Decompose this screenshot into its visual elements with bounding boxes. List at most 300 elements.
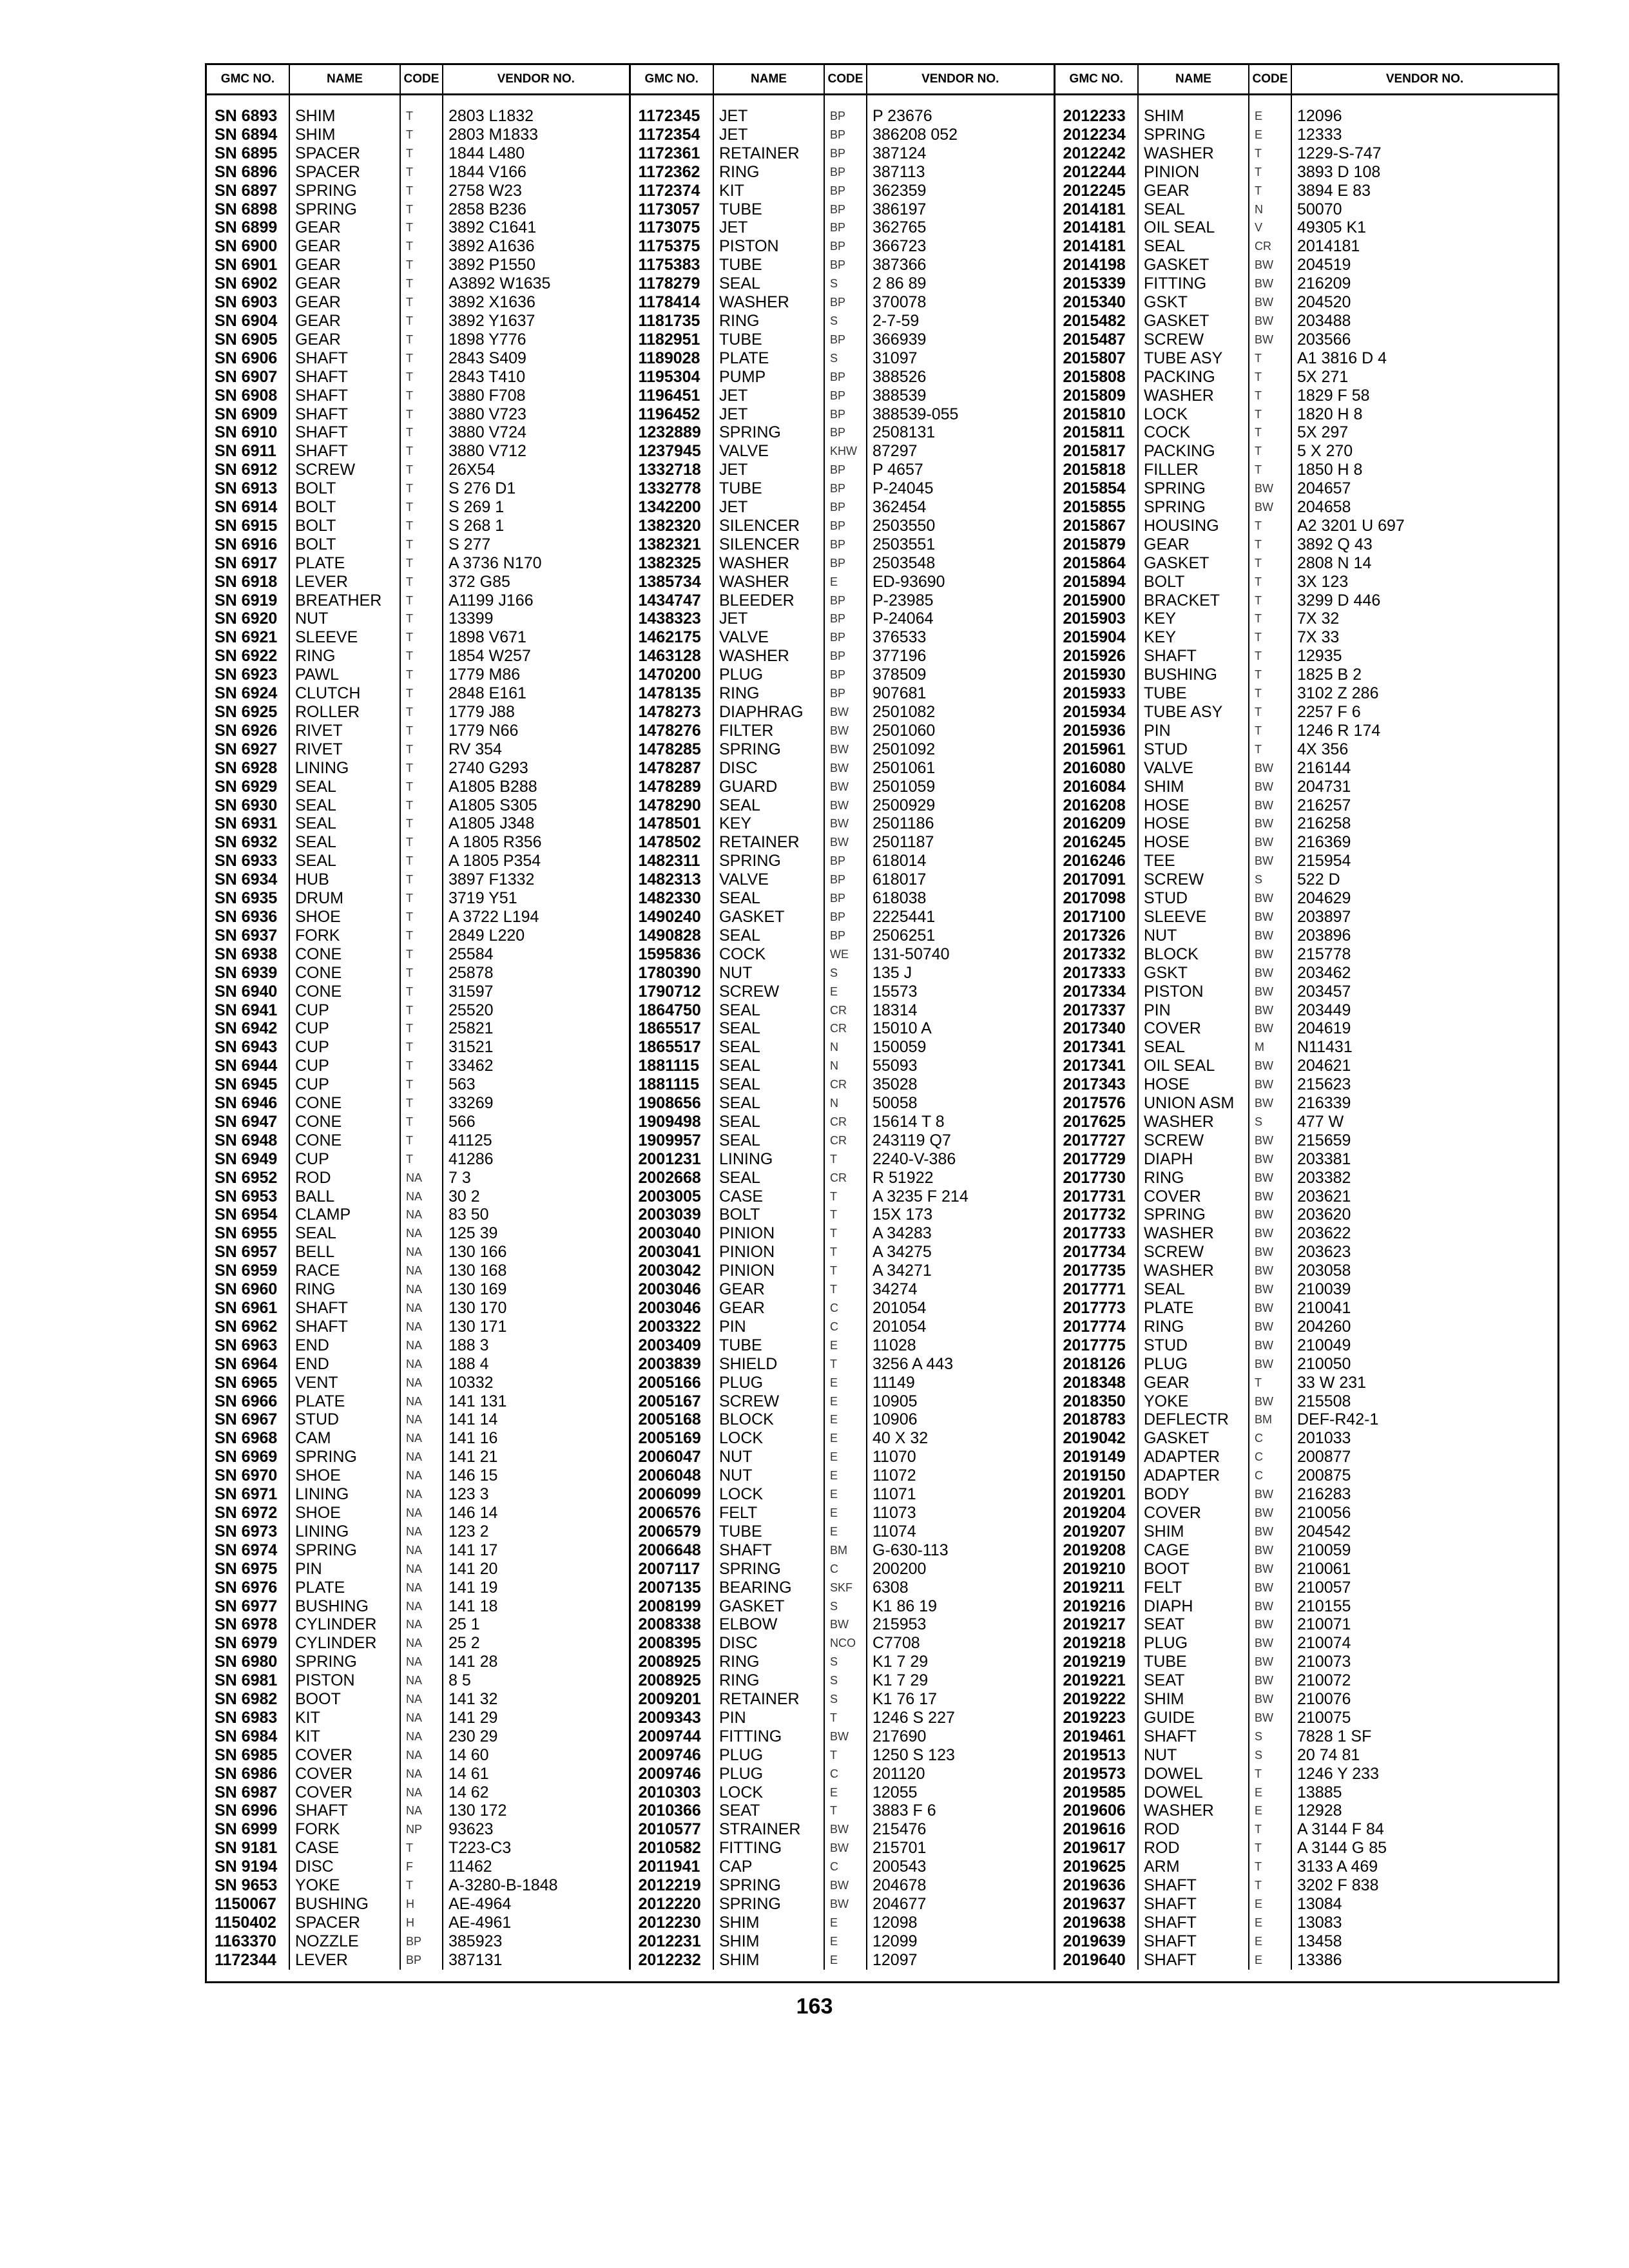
name-cell: SHAFT (289, 387, 400, 405)
code-cell: BW (1249, 778, 1291, 796)
name-cell: GEAR (713, 1299, 824, 1318)
gmc-no-cell: 2008395 (630, 1634, 713, 1653)
code-cell: BP (824, 610, 867, 628)
vendor-no-cell: 366939 (867, 331, 1054, 349)
gmc-no-cell: 2012232 (630, 1951, 713, 1970)
gmc-no-cell: 2019637 (1054, 1895, 1138, 1914)
gmc-no-cell: SN 6952 (215, 1168, 278, 1187)
gmc-no-cell: 2009746 (630, 1765, 713, 1783)
table-row (207, 1615, 1557, 1634)
vendor-no-cell: 1779 J88 (443, 703, 630, 722)
header-vendor-no: VENDOR NO. (1291, 65, 1557, 95)
gmc-no-cell: 2005169 (630, 1429, 713, 1448)
table-row (207, 1429, 1557, 1448)
vendor-no-cell: 15010 A (867, 1019, 1054, 1038)
vendor-no-cell: 14 62 (443, 1783, 630, 1802)
table-row (207, 442, 1557, 461)
gmc-no-cell: 2015818 (1054, 461, 1138, 479)
name-cell: SEAT (1138, 1615, 1249, 1634)
gmc-no-cell: 1342200 (630, 498, 713, 517)
gmc-no-cell: 2015936 (1054, 722, 1138, 740)
gmc-no-cell: 2012244 (1054, 163, 1138, 182)
gmc-no-cell: 2017340 (1054, 1019, 1138, 1038)
vendor-no-cell: 370078 (867, 293, 1054, 312)
name-cell: RETAINER (713, 1690, 824, 1709)
code-cell: T (400, 796, 443, 815)
code-cell: T (1249, 740, 1291, 759)
gmc-no-cell: 2003005 (630, 1187, 713, 1206)
vendor-no-cell: 215953 (867, 1615, 1054, 1634)
vendor-no-cell: 12928 (1291, 1802, 1557, 1820)
code-cell: BP (824, 852, 867, 870)
code-cell: NA (400, 1355, 443, 1374)
gmc-no-cell: 2015961 (1054, 740, 1138, 759)
gmc-no-cell: 2015808 (1054, 368, 1138, 387)
gmc-no-cell: SN 6976 (215, 1578, 278, 1597)
code-cell: T (1249, 554, 1291, 573)
gmc-no-cell: SN 6914 (215, 498, 278, 517)
vendor-no-cell: 372 G85 (443, 573, 630, 591)
gmc-no-cell: SN 6937 (215, 926, 278, 945)
name-cell: NUT (1138, 927, 1249, 945)
name-cell: FILLER (1138, 461, 1249, 479)
vendor-no-cell: 1246 Y 233 (1291, 1765, 1557, 1783)
name-cell: TUBE (1138, 1653, 1249, 1671)
code-cell: BP (824, 95, 867, 126)
vendor-no-cell: DEF-R42-1 (1291, 1410, 1557, 1429)
gmc-no-cell: 1482313 (630, 870, 713, 889)
vendor-no-cell: 1898 V671 (443, 628, 630, 647)
code-cell: S (824, 1671, 867, 1690)
code-cell: E (824, 1410, 867, 1429)
vendor-no-cell: 210050 (1291, 1355, 1557, 1374)
vendor-no-cell: 3880 F708 (443, 387, 630, 405)
code-cell: T (1249, 442, 1291, 461)
code-cell: NA (400, 1336, 443, 1355)
vendor-no-cell: 1898 Y776 (443, 331, 630, 349)
vendor-no-cell: 135 J (867, 964, 1054, 983)
name-cell: SHAFT (289, 1299, 400, 1318)
name-cell: GEAR (289, 274, 400, 293)
name-cell: SCREW (1138, 331, 1249, 349)
gmc-no-cell: 2005166 (630, 1374, 713, 1392)
table-row (207, 1523, 1557, 1541)
code-cell: BW (1249, 1597, 1291, 1616)
gmc-no-cell: 2019042 (1054, 1429, 1138, 1448)
vendor-no-cell: 3X 123 (1291, 573, 1557, 591)
vendor-no-cell: 204677 (867, 1895, 1054, 1914)
table-row (207, 1671, 1557, 1690)
vendor-no-cell: 13386 (1291, 1951, 1557, 1970)
vendor-no-cell: 15573 (867, 983, 1054, 1001)
vendor-no-cell: 210056 (1291, 1504, 1557, 1523)
code-cell: T (824, 1243, 867, 1262)
vendor-no-cell: 203896 (1291, 927, 1557, 945)
vendor-no-cell: 362765 (867, 218, 1054, 237)
vendor-no-cell: 12096 (1291, 95, 1557, 126)
vendor-no-cell: 3102 Z 286 (1291, 684, 1557, 703)
name-cell: PLUG (713, 1746, 824, 1765)
vendor-no-cell: 40 X 32 (867, 1429, 1054, 1448)
vendor-no-cell: 200200 (867, 1560, 1054, 1579)
gmc-no-cell: 1478287 (630, 759, 713, 778)
name-cell: CONE (289, 1113, 400, 1131)
gmc-no-cell: 2014181 (1054, 237, 1138, 256)
vendor-no-cell: 13084 (1291, 1895, 1557, 1914)
vendor-no-cell: 141 28 (443, 1653, 630, 1671)
gmc-no-cell: SN 9194 (215, 1858, 278, 1876)
gmc-no-cell: SN 6906 (215, 349, 278, 367)
table-row (207, 983, 1557, 1001)
vendor-no-cell: 87297 (867, 442, 1054, 461)
code-cell: T (400, 1075, 443, 1094)
vendor-no-cell: 216369 (1291, 833, 1557, 852)
vendor-no-cell: 12055 (867, 1783, 1054, 1802)
table-row (207, 423, 1557, 442)
vendor-no-cell: AE-4964 (443, 1895, 630, 1914)
vendor-no-cell: 2240-V-386 (867, 1150, 1054, 1169)
vendor-no-cell: A1199 J166 (443, 591, 630, 610)
name-cell: SHIM (289, 126, 400, 144)
gmc-no-cell: 2019616 (1054, 1820, 1138, 1839)
code-cell: NA (400, 1224, 443, 1243)
name-cell: SEAL (713, 1038, 824, 1057)
name-cell: JET (713, 405, 824, 424)
gmc-no-cell: SN 6935 (215, 889, 278, 908)
gmc-no-cell: SN 6930 (215, 796, 278, 814)
gmc-no-cell: 2016208 (1054, 796, 1138, 815)
gmc-no-cell: SN 6913 (215, 479, 278, 498)
name-cell: TUBE (713, 200, 824, 219)
vendor-no-cell: 204520 (1291, 293, 1557, 312)
vendor-no-cell: 210049 (1291, 1336, 1557, 1355)
code-cell: BW (1249, 983, 1291, 1001)
vendor-no-cell: 188 3 (443, 1336, 630, 1355)
vendor-no-cell: 141 19 (443, 1579, 630, 1597)
table-row (207, 1914, 1557, 1932)
gmc-no-cell: SN 6945 (215, 1075, 278, 1094)
code-cell: T (400, 349, 443, 368)
gmc-no-cell: 1382325 (630, 554, 713, 573)
name-cell: COVER (1138, 1187, 1249, 1206)
code-cell: T (400, 1038, 443, 1057)
vendor-no-cell: 201054 (867, 1299, 1054, 1318)
name-cell: PINION (713, 1243, 824, 1262)
gmc-no-cell: 1790712 (630, 983, 713, 1001)
code-cell: NA (400, 1448, 443, 1466)
gmc-no-cell: 2003040 (630, 1224, 713, 1243)
gmc-no-cell: 2017334 (1054, 983, 1138, 1001)
name-cell: JET (713, 387, 824, 405)
code-cell: BP (824, 591, 867, 610)
vendor-no-cell: 25878 (443, 964, 630, 983)
name-cell: YOKE (289, 1876, 400, 1895)
code-cell: BP (824, 237, 867, 256)
vendor-no-cell: 907681 (867, 684, 1054, 703)
code-cell: BW (1249, 1094, 1291, 1113)
name-cell: GASKET (1138, 1429, 1249, 1448)
name-cell: PISTON (1138, 983, 1249, 1001)
vendor-no-cell: 204731 (1291, 778, 1557, 796)
vendor-no-cell: C7708 (867, 1634, 1054, 1653)
name-cell: ELBOW (713, 1615, 824, 1634)
vendor-no-cell: 123 2 (443, 1523, 630, 1541)
name-cell: SEAL (289, 814, 400, 833)
gmc-no-cell: SN 6960 (215, 1280, 278, 1299)
gmc-no-cell: 2003839 (630, 1355, 713, 1374)
name-cell: BLEEDER (713, 591, 824, 610)
vendor-no-cell: 49305 K1 (1291, 218, 1557, 237)
gmc-no-cell: 2005167 (630, 1392, 713, 1411)
name-cell: CAGE (1138, 1541, 1249, 1560)
code-cell: E (824, 1485, 867, 1504)
name-cell: PLATE (289, 554, 400, 573)
code-cell: BW (824, 1615, 867, 1634)
vendor-no-cell: A1805 B288 (443, 778, 630, 796)
gmc-no-cell: SN 6912 (215, 461, 278, 479)
table-row (207, 1709, 1557, 1727)
table-row (207, 610, 1557, 628)
gmc-no-cell: 2019219 (1054, 1653, 1138, 1671)
code-cell: NA (400, 1783, 443, 1802)
gmc-no-cell: 2016245 (1054, 833, 1138, 852)
name-cell: SCREW (1138, 870, 1249, 889)
vendor-no-cell: 125 39 (443, 1224, 630, 1243)
vendor-no-cell: 210155 (1291, 1597, 1557, 1616)
vendor-no-cell: 204621 (1291, 1057, 1557, 1075)
parts-table-sheet (205, 63, 1559, 1983)
name-cell: RETAINER (713, 144, 824, 163)
code-cell: NA (400, 1429, 443, 1448)
vendor-no-cell: A 34271 (867, 1262, 1054, 1280)
vendor-no-cell: 215701 (867, 1839, 1054, 1858)
vendor-no-cell: 230 29 (443, 1727, 630, 1746)
vendor-no-cell: 2501061 (867, 759, 1054, 778)
code-cell: BW (1249, 1169, 1291, 1187)
code-cell: BP (824, 293, 867, 312)
code-cell: NA (400, 1634, 443, 1653)
name-cell: SPRING (289, 1653, 400, 1671)
code-cell: BW (1249, 1523, 1291, 1541)
gmc-no-cell: 2017771 (1054, 1280, 1138, 1299)
vendor-no-cell: 3202 F 838 (1291, 1876, 1557, 1895)
table-row (207, 405, 1557, 424)
code-cell: BW (1249, 1243, 1291, 1262)
table-row (207, 1355, 1557, 1374)
code-cell: T (400, 479, 443, 498)
code-cell: T (1249, 684, 1291, 703)
code-cell: CR (1249, 237, 1291, 256)
table-row (207, 1746, 1557, 1765)
code-cell: S (824, 274, 867, 293)
gmc-no-cell: 2017341 (1054, 1038, 1138, 1057)
vendor-no-cell: 3892 A1636 (443, 237, 630, 256)
code-cell: T (1249, 610, 1291, 628)
name-cell: BUSHING (289, 1597, 400, 1616)
gmc-no-cell: 2002668 (630, 1169, 713, 1187)
vendor-no-cell: 14 61 (443, 1765, 630, 1783)
gmc-no-cell: 1172361 (630, 144, 713, 163)
code-cell: T (1249, 423, 1291, 442)
gmc-no-cell: 2019606 (1054, 1802, 1138, 1820)
name-cell: WASHER (1138, 1113, 1249, 1131)
vendor-no-cell: 2503548 (867, 554, 1054, 573)
gmc-no-cell: SN 6979 (215, 1634, 278, 1653)
name-cell: JET (713, 126, 824, 144)
code-cell: E (824, 1504, 867, 1523)
name-cell: STUD (1138, 889, 1249, 908)
gmc-no-cell: SN 6927 (215, 740, 278, 758)
code-cell: BP (824, 498, 867, 517)
gmc-no-cell: 2015817 (1054, 442, 1138, 461)
code-cell: BW (1249, 1671, 1291, 1690)
code-cell: E (824, 1374, 867, 1392)
vendor-no-cell: 15614 T 8 (867, 1113, 1054, 1131)
vendor-no-cell: 11073 (867, 1504, 1054, 1523)
name-cell: SEAL (713, 1057, 824, 1075)
gmc-no-cell: 1195304 (630, 368, 713, 387)
name-cell: BOLT (289, 535, 400, 554)
code-cell: BW (1249, 833, 1291, 852)
name-cell: NOZZLE (289, 1932, 400, 1951)
code-cell: BW (1249, 1653, 1291, 1671)
code-cell: S (1249, 1727, 1291, 1746)
code-cell: NA (400, 1280, 443, 1299)
gmc-no-cell: 2015879 (1054, 535, 1138, 554)
vendor-no-cell: 200543 (867, 1858, 1054, 1876)
vendor-no-cell: 2500929 (867, 796, 1054, 815)
code-cell: NP (400, 1820, 443, 1839)
code-cell: BW (824, 1876, 867, 1895)
table-row (207, 1113, 1557, 1131)
name-cell: LOCK (713, 1429, 824, 1448)
gmc-no-cell: 1178414 (630, 293, 713, 312)
name-cell: SHOE (289, 1504, 400, 1523)
gmc-no-cell: SN 6936 (215, 907, 278, 926)
name-cell: SEAL (713, 1001, 824, 1020)
code-cell: BW (1249, 908, 1291, 927)
header-gmc-no: GMC NO. (207, 65, 289, 95)
name-cell: LOCK (1138, 405, 1249, 424)
name-cell: PLATE (289, 1579, 400, 1597)
gmc-no-cell: 2019217 (1054, 1615, 1138, 1634)
code-cell: C (1249, 1429, 1291, 1448)
code-cell: BP (824, 535, 867, 554)
vendor-no-cell: 3892 X1636 (443, 293, 630, 312)
vendor-no-cell: A 1805 R356 (443, 833, 630, 852)
vendor-no-cell: 7 3 (443, 1169, 630, 1187)
table-row (207, 1485, 1557, 1504)
gmc-no-cell: 1438323 (630, 610, 713, 628)
table-row (207, 684, 1557, 703)
vendor-no-cell: RV 354 (443, 740, 630, 759)
vendor-no-cell: 215954 (1291, 852, 1557, 870)
name-cell: VALVE (1138, 759, 1249, 778)
name-cell: SEAL (713, 1169, 824, 1187)
table-row (207, 870, 1557, 889)
header-gmc-no: GMC NO. (1054, 65, 1138, 95)
code-cell: NA (400, 1374, 443, 1392)
table-row (207, 1057, 1557, 1075)
code-cell: CR (824, 1075, 867, 1094)
name-cell: CONE (289, 1131, 400, 1150)
code-cell: T (400, 1057, 443, 1075)
vendor-no-cell: A 1805 P354 (443, 852, 630, 870)
code-cell: T (400, 405, 443, 424)
code-cell: T (1249, 163, 1291, 182)
gmc-no-cell: 1196452 (630, 405, 713, 424)
code-cell: BW (1249, 814, 1291, 833)
code-cell: BP (824, 368, 867, 387)
vendor-no-cell: 204678 (867, 1876, 1054, 1895)
name-cell: GEAR (289, 312, 400, 331)
code-cell: NA (400, 1727, 443, 1746)
name-cell: NUT (713, 1448, 824, 1466)
name-cell: SHAFT (289, 349, 400, 368)
name-cell: CAM (289, 1429, 400, 1448)
vendor-no-cell: 41125 (443, 1131, 630, 1150)
vendor-no-cell: 203488 (1291, 312, 1557, 331)
code-cell: S (1249, 1746, 1291, 1765)
gmc-no-cell: 2019201 (1054, 1485, 1138, 1504)
gmc-no-cell: 2015864 (1054, 554, 1138, 573)
gmc-no-cell: 2015811 (1054, 423, 1138, 442)
name-cell: BUSHING (289, 1895, 400, 1914)
table-row (207, 1094, 1557, 1113)
name-cell: HUB (289, 870, 400, 889)
vendor-no-cell: 1844 L480 (443, 144, 630, 163)
code-cell: BP (824, 144, 867, 163)
vendor-no-cell: 10332 (443, 1374, 630, 1392)
code-cell: NA (400, 1690, 443, 1709)
name-cell: WASHER (1138, 144, 1249, 163)
gmc-no-cell: 2015903 (1054, 610, 1138, 628)
code-cell: BP (824, 182, 867, 200)
vendor-no-cell: 2503550 (867, 517, 1054, 535)
code-cell: T (400, 237, 443, 256)
vendor-no-cell: 210076 (1291, 1690, 1557, 1709)
code-cell: T (400, 498, 443, 517)
code-cell: BW (1249, 1541, 1291, 1560)
gmc-no-cell: 2017729 (1054, 1150, 1138, 1169)
vendor-no-cell: 6308 (867, 1579, 1054, 1597)
code-cell: C (824, 1765, 867, 1783)
name-cell: BOLT (289, 517, 400, 535)
vendor-no-cell: 123 3 (443, 1485, 630, 1504)
code-cell: S (824, 312, 867, 331)
name-cell: DIAPHRAG (713, 703, 824, 722)
code-cell: BP (400, 1951, 443, 1970)
vendor-no-cell: 217690 (867, 1727, 1054, 1746)
gmc-no-cell: SN 6911 (215, 442, 276, 461)
code-cell: T (400, 628, 443, 647)
name-cell: LEVER (289, 573, 400, 591)
vendor-no-cell: 215659 (1291, 1131, 1557, 1150)
name-cell: CONE (289, 983, 400, 1001)
code-cell: NA (400, 1671, 443, 1690)
name-cell: VALVE (713, 628, 824, 647)
gmc-no-cell: 1173057 (630, 200, 713, 219)
name-cell: BOLT (289, 479, 400, 498)
name-cell: WASHER (713, 293, 824, 312)
gmc-no-cell: SN 6939 (215, 963, 278, 982)
gmc-no-cell: 2017732 (1054, 1206, 1138, 1224)
code-cell: BP (824, 554, 867, 573)
name-cell: BOOT (289, 1690, 400, 1709)
name-cell: SEAL (713, 927, 824, 945)
gmc-no-cell: SN 6921 (215, 628, 278, 647)
code-cell: BW (1249, 1075, 1291, 1094)
